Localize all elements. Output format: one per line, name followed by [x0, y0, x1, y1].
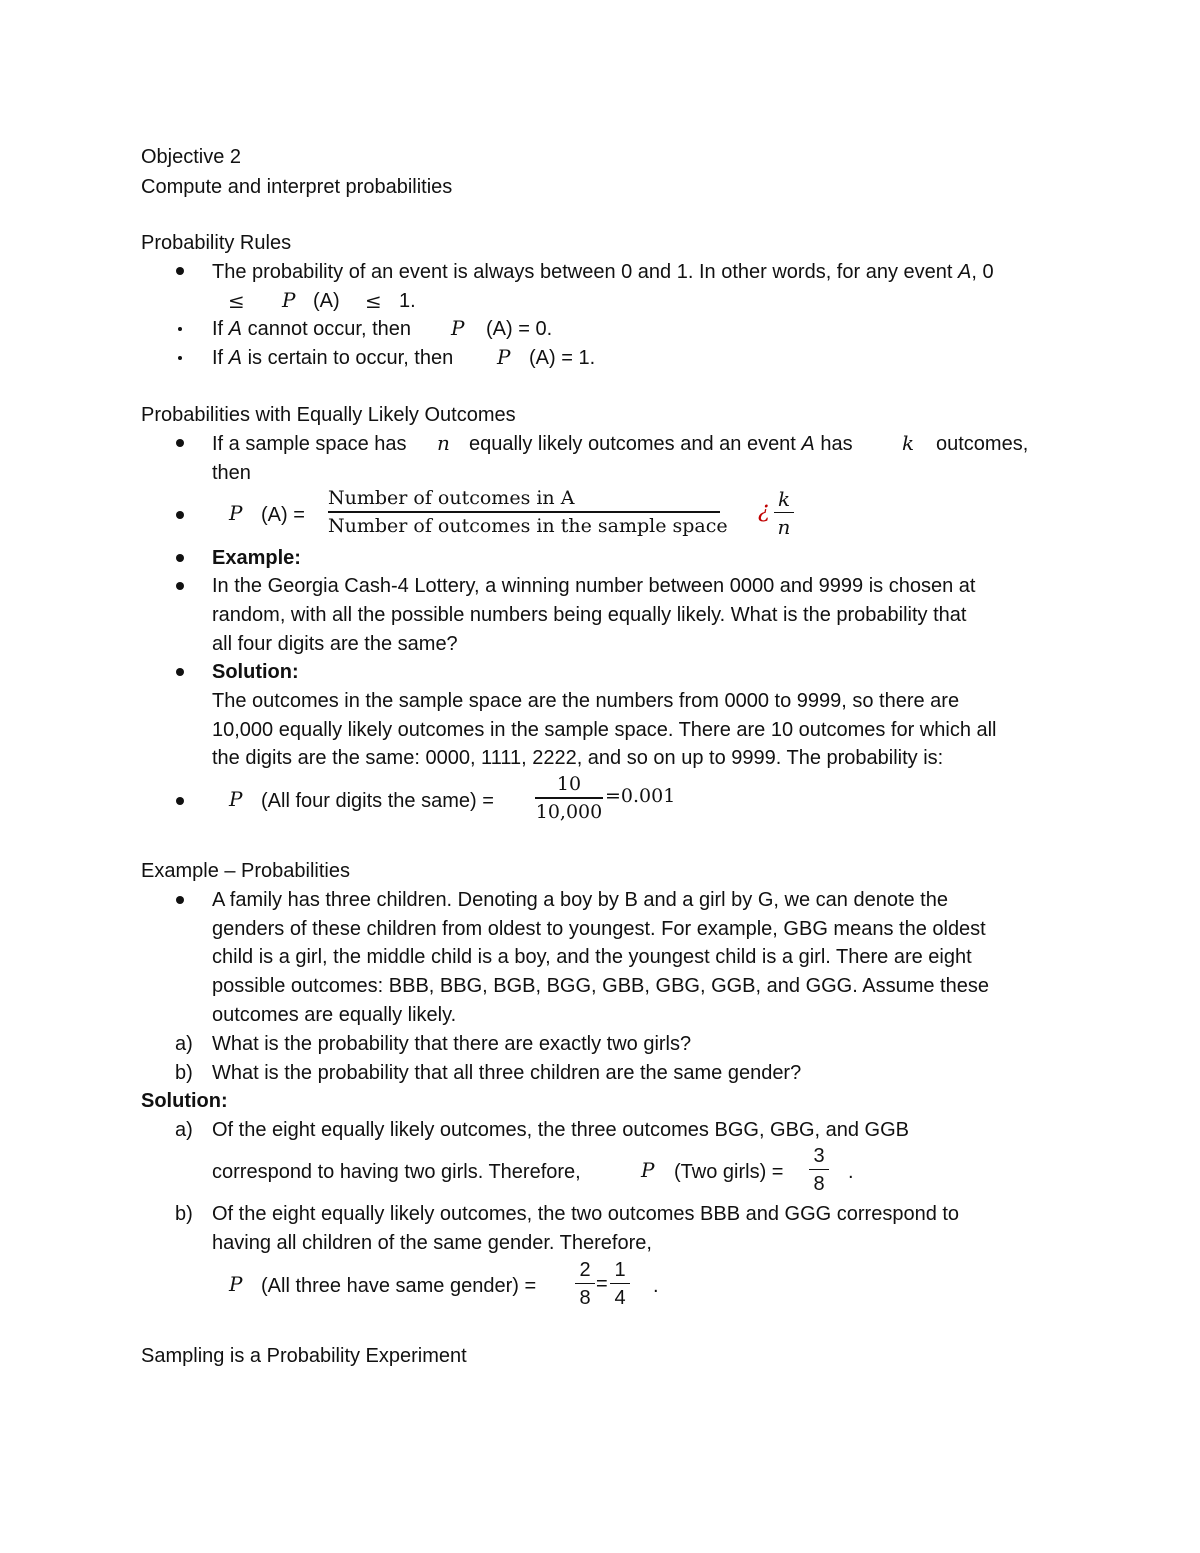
section-heading-equally-likely: Probabilities with Equally Likely Outcomes: [141, 404, 516, 426]
fraction-bar: [774, 512, 794, 513]
question-a: What is the probability that there are exactly two girls?: [212, 1033, 692, 1055]
answer-b-line-1: Of the eight equally likely outcomes, the two outcomes BBB and GGG correspond to: [212, 1203, 960, 1225]
solution-line-2: 10,000 equally likely outcomes in the sample space. There are 10 outcomes for which all: [212, 719, 997, 741]
result-p-symbol: P: [229, 787, 243, 811]
answer-b-period: .: [653, 1275, 659, 1297]
section-heading-sampling: Sampling is a Probability Experiment: [141, 1345, 467, 1367]
example-line-2: random, with all the possible numbers being equally likely. What is the probability that: [212, 604, 967, 626]
family-line-3: child is a girl, the middle child is a boy, and the youngest child is a girl. There are eight: [212, 946, 972, 968]
fraction-bar: [809, 1169, 829, 1170]
equally-intro-k: k: [902, 431, 915, 455]
solution-line-3: the digits are the same: 0000, 1111, 2222, and so on up to 9999. The probability is:: [212, 747, 944, 769]
bullet-icon: [176, 896, 184, 904]
small-bullet-icon: [178, 356, 182, 360]
rule-1-line-1: The probability of an event is always between 0 and 1. In other words, for any event A, 0: [212, 261, 994, 283]
example-line-3: all four digits are the same?: [212, 633, 458, 655]
rule-2-result: (A) = 0.: [486, 318, 553, 340]
equally-intro-start: If a sample space has: [212, 433, 407, 455]
question-b-label: b): [175, 1062, 193, 1084]
result-value: =0.001: [605, 785, 676, 807]
family-line-2: genders of these children from oldest to youngest. For example, GBG means the oldest: [212, 918, 986, 940]
question-b: What is the probability that all three children are the same gender?: [212, 1062, 802, 1084]
rule-1-le-symbol-2: ≤: [365, 289, 382, 313]
result-fraction: [535, 775, 603, 822]
equally-intro-then: then: [212, 462, 251, 484]
formula-k: k: [777, 487, 791, 511]
bullet-icon: [176, 439, 184, 447]
formula-numerator: Number of outcomes in A: [328, 487, 575, 509]
objective-subtitle: Compute and interpret probabilities: [141, 176, 453, 198]
formula-denominator: Number of outcomes in the sample space: [328, 515, 728, 537]
answer-b-line-2: having all children of the same gender. Therefore,: [212, 1232, 652, 1254]
formula-inverted-question-glyph: ¿: [758, 498, 770, 523]
solution-label: Solution:: [212, 661, 299, 683]
solution-line-1: The outcomes in the sample space are the numbers from 0000 to 9999, so there are: [212, 690, 960, 712]
family-line-1: A family has three children. Denoting a boy by B and a girl by G, we can denote the: [212, 889, 948, 911]
section-heading-example: Example – Probabilities: [141, 860, 350, 882]
objective-title: Objective 2: [141, 146, 242, 168]
answer-b-fraction-1: [575, 1260, 595, 1308]
rule-1-le-symbol: ≤: [228, 289, 245, 313]
bullet-icon: [176, 554, 184, 562]
fraction-bar: [575, 1283, 595, 1284]
answer-b-denominator-1: 8: [579, 1287, 591, 1309]
fraction-bar: [328, 511, 720, 513]
answer-a-period: .: [848, 1161, 854, 1183]
answer-b-numerator-1: 2: [579, 1259, 591, 1281]
answer-a-fraction: [809, 1146, 829, 1194]
bullet-icon: [176, 797, 184, 805]
section-heading-probability-rules: Probability Rules: [141, 232, 292, 254]
answer-b-denominator-2: 4: [614, 1287, 626, 1309]
family-line-5: outcomes are equally likely.: [212, 1004, 457, 1026]
answer-a-numerator: 3: [813, 1145, 825, 1167]
formula-fraction: [328, 487, 728, 537]
fraction-bar: [535, 797, 603, 799]
rule-3-result: (A) = 1.: [529, 347, 596, 369]
answer-b-numerator-2: 1: [614, 1259, 626, 1281]
rule-3-text: If A is certain to occur, then: [212, 347, 454, 369]
answer-a-label: a): [175, 1119, 193, 1141]
equally-intro-middle: equally likely outcomes and an event A has: [469, 433, 853, 455]
answer-b-fraction-2: [610, 1260, 630, 1308]
equally-intro-n: n: [437, 431, 450, 455]
formula-event-a: (A) =: [261, 504, 305, 526]
answer-b-label: b): [175, 1203, 193, 1225]
bullet-icon: [176, 511, 184, 519]
family-solution-label: Solution:: [141, 1090, 228, 1112]
rule-2-text: If A cannot occur, then: [212, 318, 412, 340]
result-text: (All four digits the same) =: [261, 790, 494, 812]
answer-a-p-symbol: P: [641, 1158, 655, 1182]
formula-n: n: [777, 515, 791, 539]
rule-1-p-symbol: P: [282, 288, 296, 312]
answer-b-equals: =: [596, 1273, 608, 1295]
formula-k-over-n: [774, 489, 794, 537]
answer-a-line-2: correspond to having two girls. Therefore,: [212, 1161, 581, 1183]
bullet-icon: [176, 267, 184, 275]
rule-3-p-symbol: P: [497, 345, 511, 369]
bullet-icon: [176, 668, 184, 676]
answer-b-p-symbol: P: [229, 1272, 243, 1296]
answer-a-denominator: 8: [813, 1173, 825, 1195]
rule-1-one: 1.: [399, 290, 416, 312]
rule-2-p-symbol: P: [451, 316, 465, 340]
family-line-4: possible outcomes: BBB, BBG, BGB, BGG, GBB, GBG, GGB, and GGG. Assume these: [212, 975, 989, 997]
rule-1-event-a: (A): [313, 290, 340, 312]
formula-p-symbol: P: [229, 501, 243, 525]
question-a-label: a): [175, 1033, 193, 1055]
equally-intro-end: outcomes,: [936, 433, 1029, 455]
small-bullet-icon: [178, 327, 182, 331]
fraction-bar: [610, 1283, 630, 1284]
answer-a-line-1: Of the eight equally likely outcomes, the three outcomes BGG, GBG, and GGB: [212, 1119, 910, 1141]
result-denominator: 10,000: [535, 801, 603, 823]
example-line-1: In the Georgia Cash-4 Lottery, a winning number between 0000 and 9999 is chosen at: [212, 575, 976, 597]
answer-b-text: (All three have same gender) =: [261, 1275, 537, 1297]
bullet-icon: [176, 582, 184, 590]
answer-a-text: (Two girls) =: [674, 1161, 784, 1183]
example-label: Example:: [212, 547, 301, 569]
result-numerator: 10: [556, 773, 582, 795]
